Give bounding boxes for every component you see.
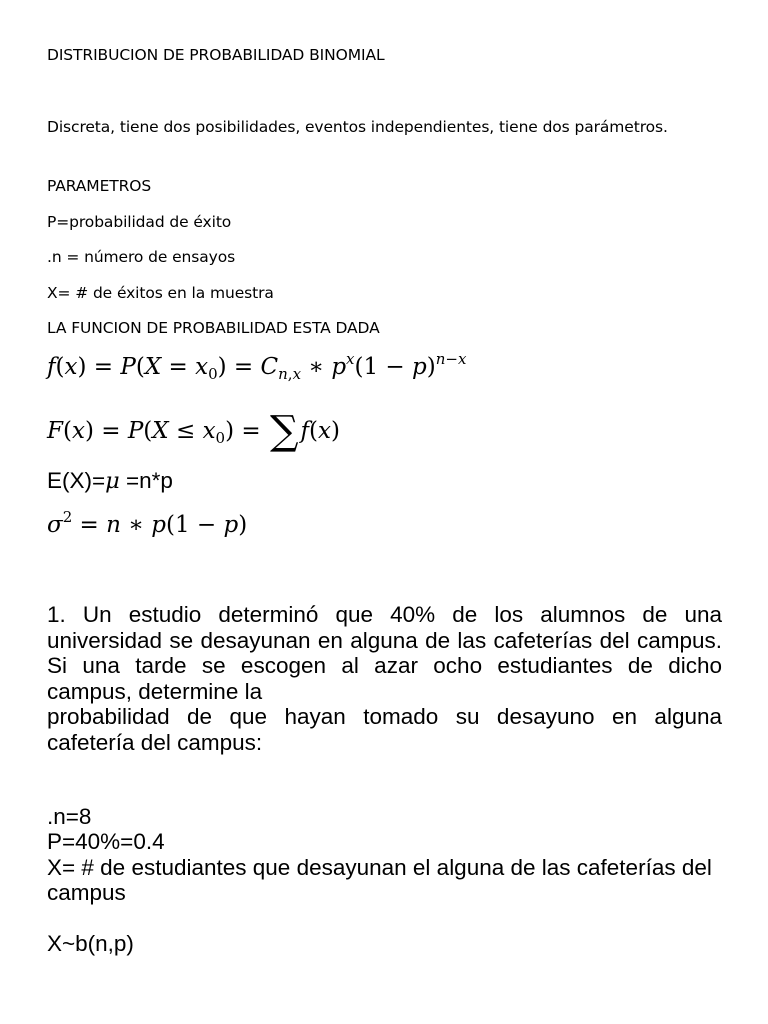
problem-statement (47, 602, 722, 756)
given-n: .n=8 (47, 804, 92, 829)
variance-formula: $\sigma^2 = n$ ∗ p(1 − p) (47, 508, 248, 538)
params-heading: PARAMETROS (47, 177, 152, 195)
problem-line: cafetería del campus: (47, 729, 263, 755)
function-heading: LA FUNCION DE PROBABILIDAD ESTA DADA (47, 319, 380, 337)
param-x: X= # de éxitos en la muestra (47, 284, 274, 302)
given-x-line1: X= # de estudiantes que desayunan el alguna de las cafeterías del (47, 855, 712, 880)
problem-line: 1. Un estudio determinó que 40% de los alumnos de una (47, 602, 722, 627)
given-x-line2: campus (47, 880, 126, 905)
distribution-notation: X~b(n,p) (47, 931, 134, 956)
expectation-formula: E(X)=μ =n*p (47, 468, 173, 494)
problem-line: campus, determine la (47, 678, 263, 704)
formula-pmf: $f(x) = P(X = x_0) = C_{n,x}$ ∗ $p^x(1 - p)^{n-x}$ (47, 350, 467, 383)
problem-line: Si una tarde se escogen al azar ocho estudiantes de dicho (47, 653, 722, 679)
document-title: DISTRIBUCION DE PROBABILIDAD BINOMIAL (47, 46, 385, 64)
given-p: P=40%=0.4 (47, 829, 165, 854)
param-n: .n = número de ensayos (47, 248, 236, 266)
param-p: P=probabilidad de éxito (47, 213, 232, 231)
problem-line: probabilidad de que hayan tomado su desayuno en alguna (47, 704, 722, 730)
intro-paragraph: Discreta, tiene dos posibilidades, eventos independientes, tiene dos parámetros. (47, 118, 668, 136)
formula-cdf: $F(x) = P(X \le x_0) = \sum f(x)$ (47, 408, 340, 454)
problem-line: universidad se desayunan en alguna de las cafeterías del campus. (47, 627, 722, 653)
